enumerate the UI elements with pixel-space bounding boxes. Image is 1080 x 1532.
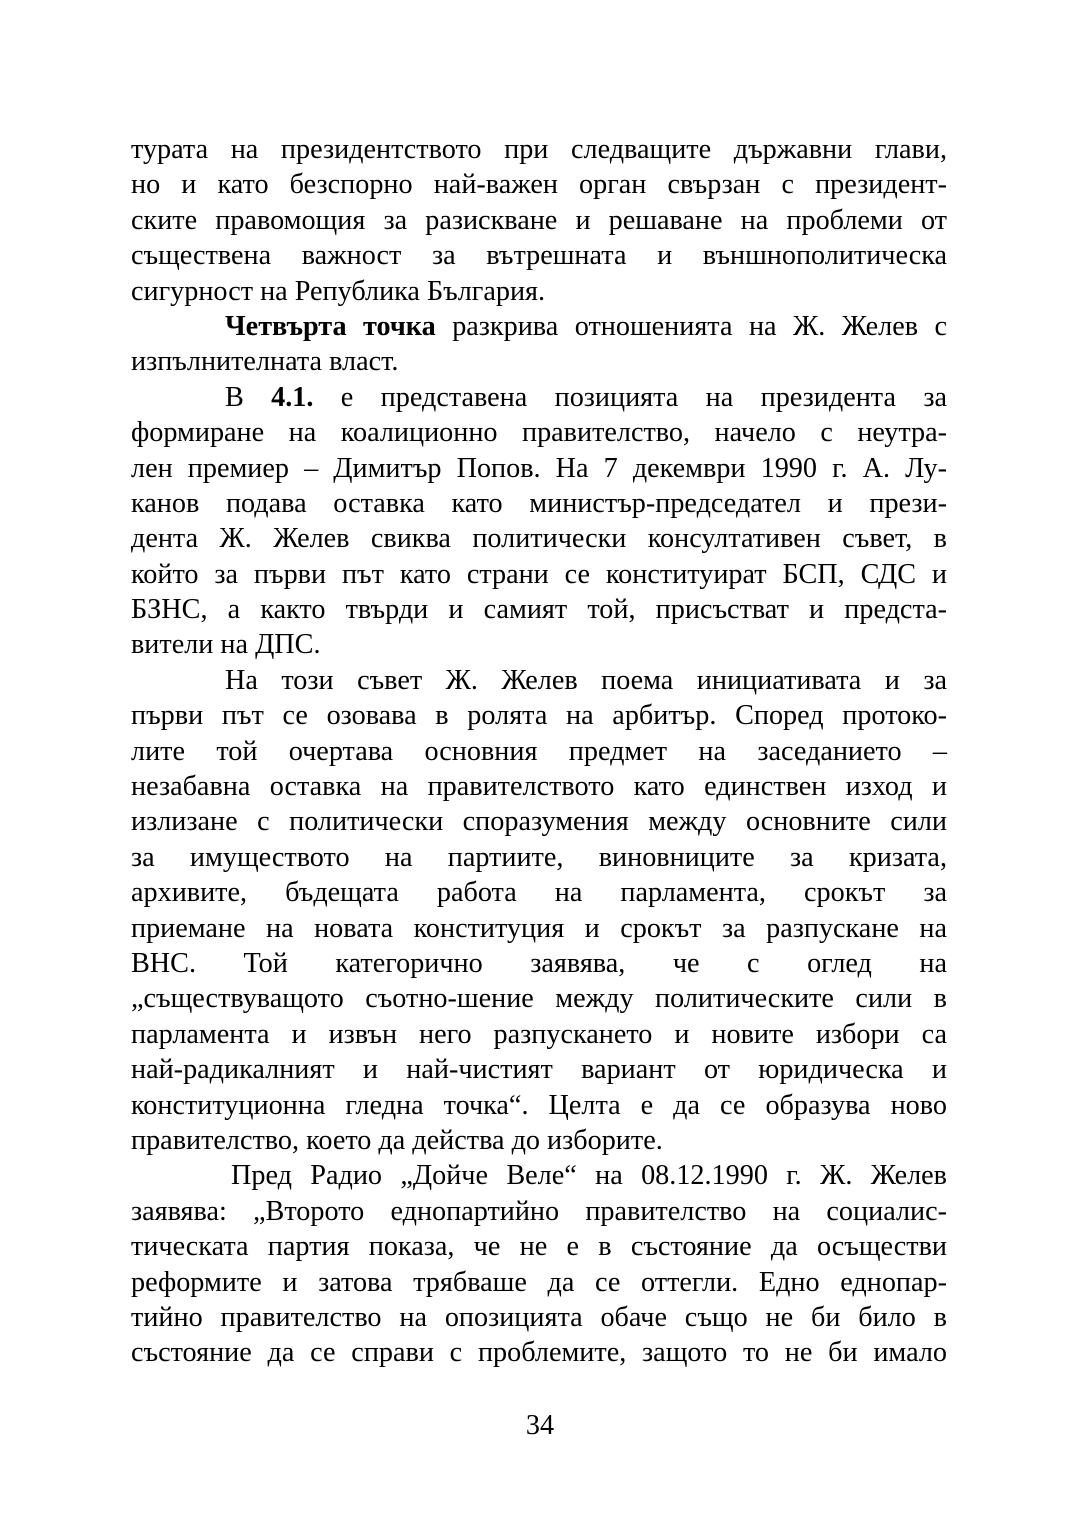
document-page bbox=[131, 132, 947, 1371]
text-line: състояние да се справи с проблемите, защото то не би имало bbox=[131, 1337, 947, 1369]
text-line: незабавна оставка на правителството като единствен изход и bbox=[131, 771, 947, 803]
text-line: канов подава оставка като министър-председател и прези- bbox=[131, 487, 947, 519]
text-line: лите той очертава основния предмет на заседанието – bbox=[131, 735, 947, 767]
text-line: правителство, което да действа до изборите. bbox=[131, 1124, 663, 1156]
text-line: лен премиер – Димитър Попов. На 7 декември 1990 г. А. Лу- bbox=[131, 452, 947, 484]
text-line: формиране на коалиционно правителство, начело с неутра- bbox=[131, 417, 947, 449]
paragraph-2 bbox=[131, 309, 947, 380]
text-line: който за първи път като страни се конституират БСП, СДС и bbox=[131, 558, 947, 590]
text-line: заявява: „Второто еднопартийно правителство на социалис- bbox=[131, 1195, 947, 1227]
text-line: вители на ДПС. bbox=[131, 629, 321, 661]
text-line: приемане на новата конституция и срокът за разпускане на bbox=[131, 912, 947, 944]
text-line: дента Ж. Желев свиква политически консултативен съвет, в bbox=[131, 523, 947, 555]
text-line: ските правомощия за разискване и решаване на проблеми от bbox=[131, 204, 947, 236]
text-line: съществена важност за вътрешната и външнополитическа bbox=[131, 240, 947, 272]
text-line: „съществуващото съотно-шение между политическите сили в bbox=[131, 983, 947, 1015]
paragraph-4 bbox=[131, 663, 947, 1158]
text-line: тическата партия показа, че не е в състояние да осъществи bbox=[131, 1231, 947, 1263]
text-line: излизане с политически споразумения между основните сили bbox=[131, 806, 947, 838]
paragraph-1 bbox=[131, 132, 947, 309]
text-line: най-радикалният и най-чистият вариант от юридическа и bbox=[131, 1054, 947, 1086]
text-span: разкрива отношенията на Ж. Желев с bbox=[435, 310, 948, 342]
text-line: сигурност на Република България. bbox=[131, 275, 546, 307]
bold-lead: Четвърта точка bbox=[225, 310, 436, 342]
text-line: изпълнителната власт. bbox=[131, 346, 399, 378]
text-line: за имуществото на партиите, виновниците за кризата, bbox=[131, 841, 947, 873]
text-span: е представена позицията на президента за bbox=[313, 381, 947, 413]
text-line: Пред Радио „Дойче Веле“ на 08.12.1990 г. Ж. Желев bbox=[231, 1160, 947, 1192]
text-line: но и като безспорно най-важен орган свързан с президент- bbox=[131, 169, 947, 201]
text-line: първи път се озовава в ролята на арбитър. Според протоко- bbox=[131, 700, 947, 732]
page-number: 34 bbox=[525, 1410, 555, 1441]
text-line: конституционна гледна точка“. Целта е да се образува ново bbox=[131, 1089, 947, 1121]
text-line bbox=[131, 309, 947, 344]
paragraph-3 bbox=[131, 380, 947, 663]
text-line: ВНС. Той категорично заявява, че с оглед на bbox=[131, 947, 947, 979]
text-line: турата на президентството при следващите държавни глави, bbox=[131, 134, 947, 165]
text-line: реформите и затова трябваше да се оттегли. Едно еднопар- bbox=[131, 1266, 947, 1298]
text-line: На този съвет Ж. Желев поема инициативата и за bbox=[225, 664, 947, 696]
text-line: парламента и извън него разпускането и новите избори са bbox=[131, 1018, 947, 1050]
text-line bbox=[131, 380, 947, 415]
text-line: архивите, бъдещата работа на парламента, срокът за bbox=[131, 877, 947, 909]
paragraph-5 bbox=[131, 1158, 947, 1370]
text-span: В bbox=[225, 381, 272, 413]
bold-lead: 4.1. bbox=[271, 381, 314, 413]
text-line: БЗНС, а както твърди и самият той, присъстват и предста- bbox=[131, 594, 947, 626]
text-line: тийно правителство на опозицията обаче също не би било в bbox=[131, 1301, 947, 1333]
